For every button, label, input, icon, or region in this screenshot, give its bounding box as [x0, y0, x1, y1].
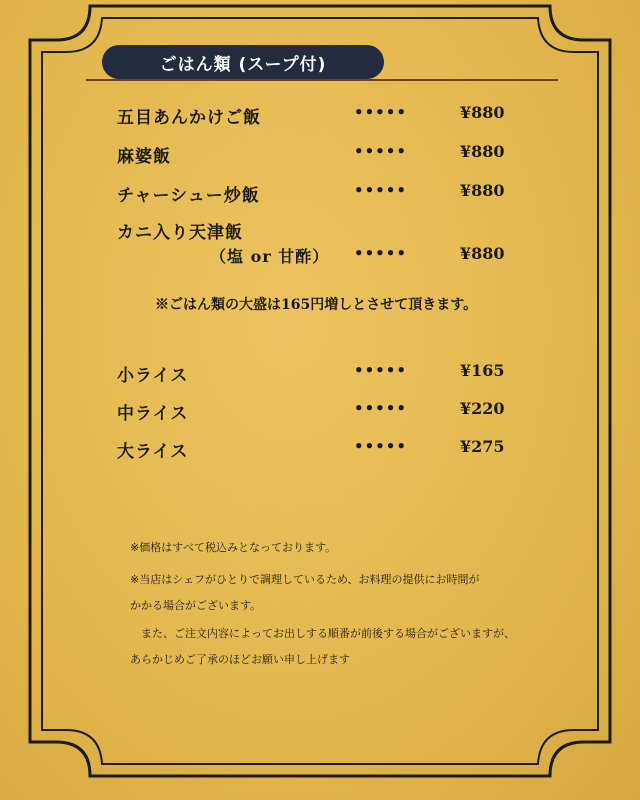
section-title-pill	[102, 45, 384, 79]
menu-item-name: チャーシュー炒飯	[117, 186, 260, 206]
large-portion-note: ※ごはん類の大盛は165円増しとさせて頂きます。	[155, 297, 478, 313]
leader-dots: •••••	[354, 103, 407, 121]
menu-item	[0, 103, 640, 131]
menu-item-name: 大ライス	[117, 442, 189, 462]
menu-item	[0, 142, 640, 170]
tax-note: ※価格はすべて税込みとなっております。	[130, 541, 337, 554]
leader-dots: •••••	[354, 399, 407, 417]
menu-item-name: 小ライス	[117, 366, 189, 386]
leader-dots: •••••	[354, 437, 407, 455]
leader-dots: •••••	[354, 361, 407, 379]
menu-item-price: ¥165	[460, 361, 505, 380]
order-note-line-1: また、ご注文内容によってお出しする順番が前後する場合がございますが、	[130, 627, 515, 640]
menu-item	[0, 437, 640, 465]
menu-item-price: ¥880	[460, 142, 505, 161]
leader-dots: •••••	[354, 244, 407, 262]
header-divider	[86, 79, 558, 81]
menu-item	[0, 399, 640, 427]
menu-item-price: ¥220	[460, 399, 505, 418]
menu-item-name: 麻婆飯	[117, 147, 171, 167]
menu-item-price: ¥275	[460, 437, 505, 456]
menu-item-name: 五目あんかけご飯	[117, 108, 261, 128]
menu-item	[0, 218, 640, 246]
menu-item-name: 中ライス	[117, 404, 189, 424]
section-title: ごはん類 (スープ付)	[159, 54, 327, 75]
menu-item-price: ¥880	[460, 244, 505, 263]
order-note-line-2: あらかじめご了承のほどお願い申し上げます	[130, 653, 350, 666]
menu-item	[0, 361, 640, 389]
chef-note-line-2: かかる場合がございます。	[130, 599, 262, 612]
chef-note-line-1: ※当店はシェフがひとりで調理しているため、お料理の提供にお時間が	[130, 573, 480, 586]
menu-item-price: ¥880	[460, 181, 505, 200]
leader-dots: •••••	[354, 181, 407, 199]
menu-item-name: カニ入り天津飯	[117, 223, 243, 243]
menu-item	[0, 181, 640, 209]
menu-item-price: ¥880	[460, 103, 505, 122]
menu-item-option: （塩 or 甘酢）	[210, 247, 330, 266]
menu-item-subline-row	[0, 244, 640, 272]
leader-dots: •••••	[354, 142, 407, 160]
